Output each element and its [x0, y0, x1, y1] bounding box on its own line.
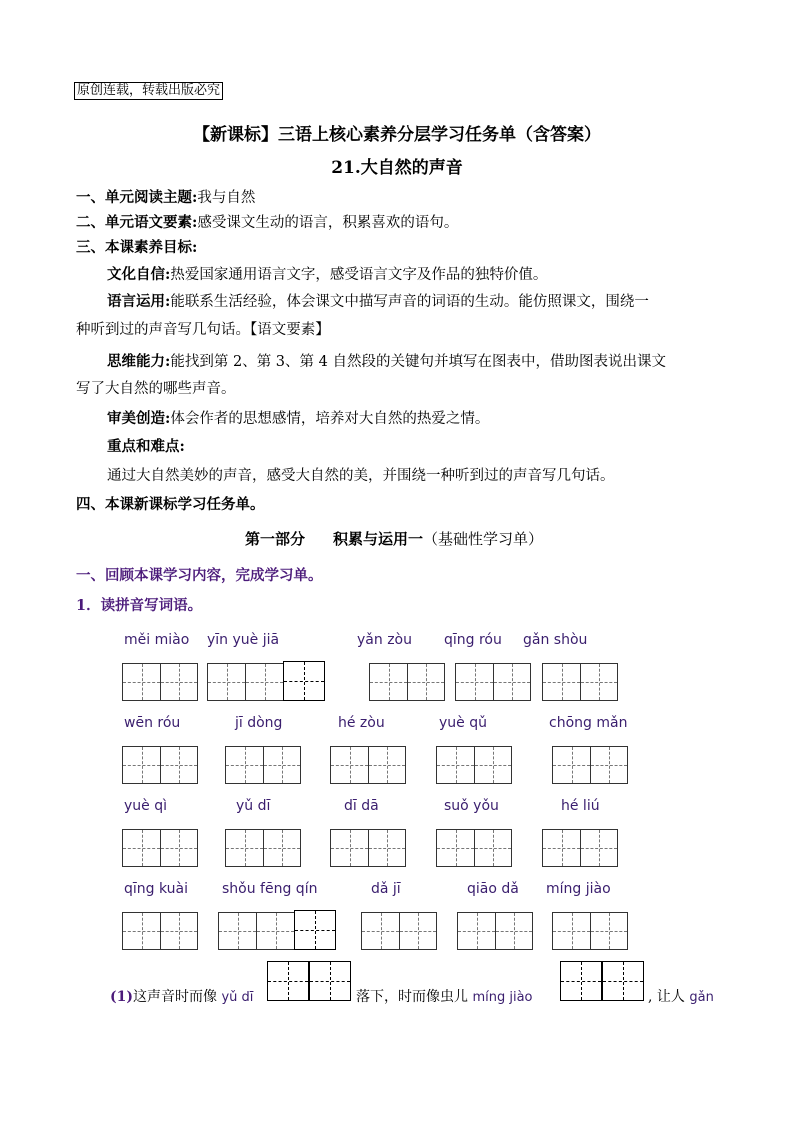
focus-heading: 重点和难点:: [107, 438, 185, 455]
writing-box-r3-5[interactable]: [542, 829, 618, 867]
pinyin-r4-3: dǎ jī: [371, 881, 401, 897]
pinyin-r1-2: yīn yuè jiā: [207, 632, 280, 648]
sentence-box-1[interactable]: [267, 961, 351, 999]
sentence-line-3: , 让人 gǎn: [648, 989, 714, 1005]
goal-thinking-line2: 写了大自然的哪些声音。: [76, 381, 236, 397]
section-3-heading: 三、本课素养目标:: [76, 239, 198, 256]
goal-thinking-line1: 思维能力:能找到第 2、第 3、第 4 自然段的关键句并填写在图表中，借助图表说出课文: [107, 353, 666, 370]
pinyin-r1-4: qīng róu: [444, 632, 502, 648]
writing-box-r2-1[interactable]: [122, 746, 198, 784]
goal-aesthetic: 审美创造:体会作者的思想感情，培养对大自然的热爱之情。: [107, 410, 490, 427]
pinyin-r1-1: měi miào: [124, 632, 190, 648]
pinyin-r1-5: gǎn shòu: [523, 632, 588, 648]
pinyin-r4-4: qiāo dǎ: [467, 881, 519, 897]
writing-box-r1-5[interactable]: [542, 663, 618, 701]
section-4-heading: 四、本课新课标学习任务单。: [76, 496, 265, 513]
pinyin-r2-1: wēn róu: [124, 715, 181, 731]
writing-box-r3-4[interactable]: [436, 829, 512, 867]
task-item-1: 1．读拼音写词语。: [76, 597, 203, 614]
sentence-line: (1)这声音时而像 yǔ dī: [110, 989, 254, 1005]
section-2: 二、单元语文要素:感受课文生动的语言，积累喜欢的语句。: [76, 214, 459, 231]
writing-box-r4-1[interactable]: [122, 912, 198, 950]
copyright-notice: 原创连载，转载出版必究: [74, 82, 223, 100]
pinyin-r2-5: chōng mǎn: [549, 715, 628, 731]
writing-box-r4-2[interactable]: [218, 912, 336, 950]
pinyin-r2-3: hé zòu: [338, 715, 385, 731]
pinyin-r4-2: shǒu fēng qín: [222, 881, 318, 897]
goal-language-line2: 种听到过的声音写几句话。【语文要素】: [76, 322, 330, 338]
part-title: 第一部分 积累与运用一（基础性学习单）: [245, 530, 544, 548]
pinyin-r2-2: jī dòng: [235, 715, 283, 731]
writing-box-r3-2[interactable]: [225, 829, 301, 867]
focus-text: 通过大自然美妙的声音，感受大自然的美，并围绕一种听到过的声音写几句话。: [107, 468, 615, 484]
pinyin-r1-3: yǎn zòu: [357, 632, 412, 648]
writing-box-r1-1[interactable]: [122, 663, 198, 701]
goal-language-line1: 语言运用:能联系生活经验，体会课文中描写声音的词语的生动。能仿照课文，围绕一: [107, 293, 649, 310]
pinyin-r3-1: yuè qì: [124, 798, 167, 814]
pinyin-r3-4: suǒ yǒu: [444, 798, 499, 814]
task-heading: 一、回顾本课学习内容，完成学习单。: [76, 567, 323, 584]
pinyin-r2-4: yuè qǔ: [439, 715, 487, 731]
writing-box-r3-1[interactable]: [122, 829, 198, 867]
pinyin-r3-5: hé liú: [561, 798, 600, 814]
pinyin-r4-1: qīng kuài: [124, 881, 189, 897]
writing-box-r1-3[interactable]: [369, 663, 445, 701]
writing-box-r1-4[interactable]: [455, 663, 531, 701]
writing-box-r3-3[interactable]: [330, 829, 406, 867]
pinyin-r4-5: míng jiào: [546, 881, 611, 897]
writing-box-r4-4[interactable]: [457, 912, 533, 950]
section-1: 一、单元阅读主题:我与自然: [76, 189, 256, 206]
sentence-box-2[interactable]: [560, 961, 644, 999]
writing-box-r4-5[interactable]: [552, 912, 628, 950]
writing-box-r2-2[interactable]: [225, 746, 301, 784]
pinyin-r3-2: yǔ dī: [236, 798, 271, 814]
lesson-title: 21.大自然的声音: [331, 158, 463, 178]
writing-box-r4-3[interactable]: [361, 912, 437, 950]
writing-box-r2-5[interactable]: [552, 746, 628, 784]
sentence-line-2: 落下，时而像虫儿 míng jiào: [356, 989, 533, 1005]
goal-culture: 文化自信:热爱国家通用语言文字，感受语言文字及作品的独特价值。: [107, 266, 548, 283]
page-title: 【新课标】三语上核心素养分层学习任务单（含答案）: [193, 125, 601, 145]
writing-box-r2-4[interactable]: [436, 746, 512, 784]
writing-box-r2-3[interactable]: [330, 746, 406, 784]
writing-box-r1-2[interactable]: [207, 663, 325, 701]
pinyin-r3-3: dī dā: [344, 798, 379, 814]
